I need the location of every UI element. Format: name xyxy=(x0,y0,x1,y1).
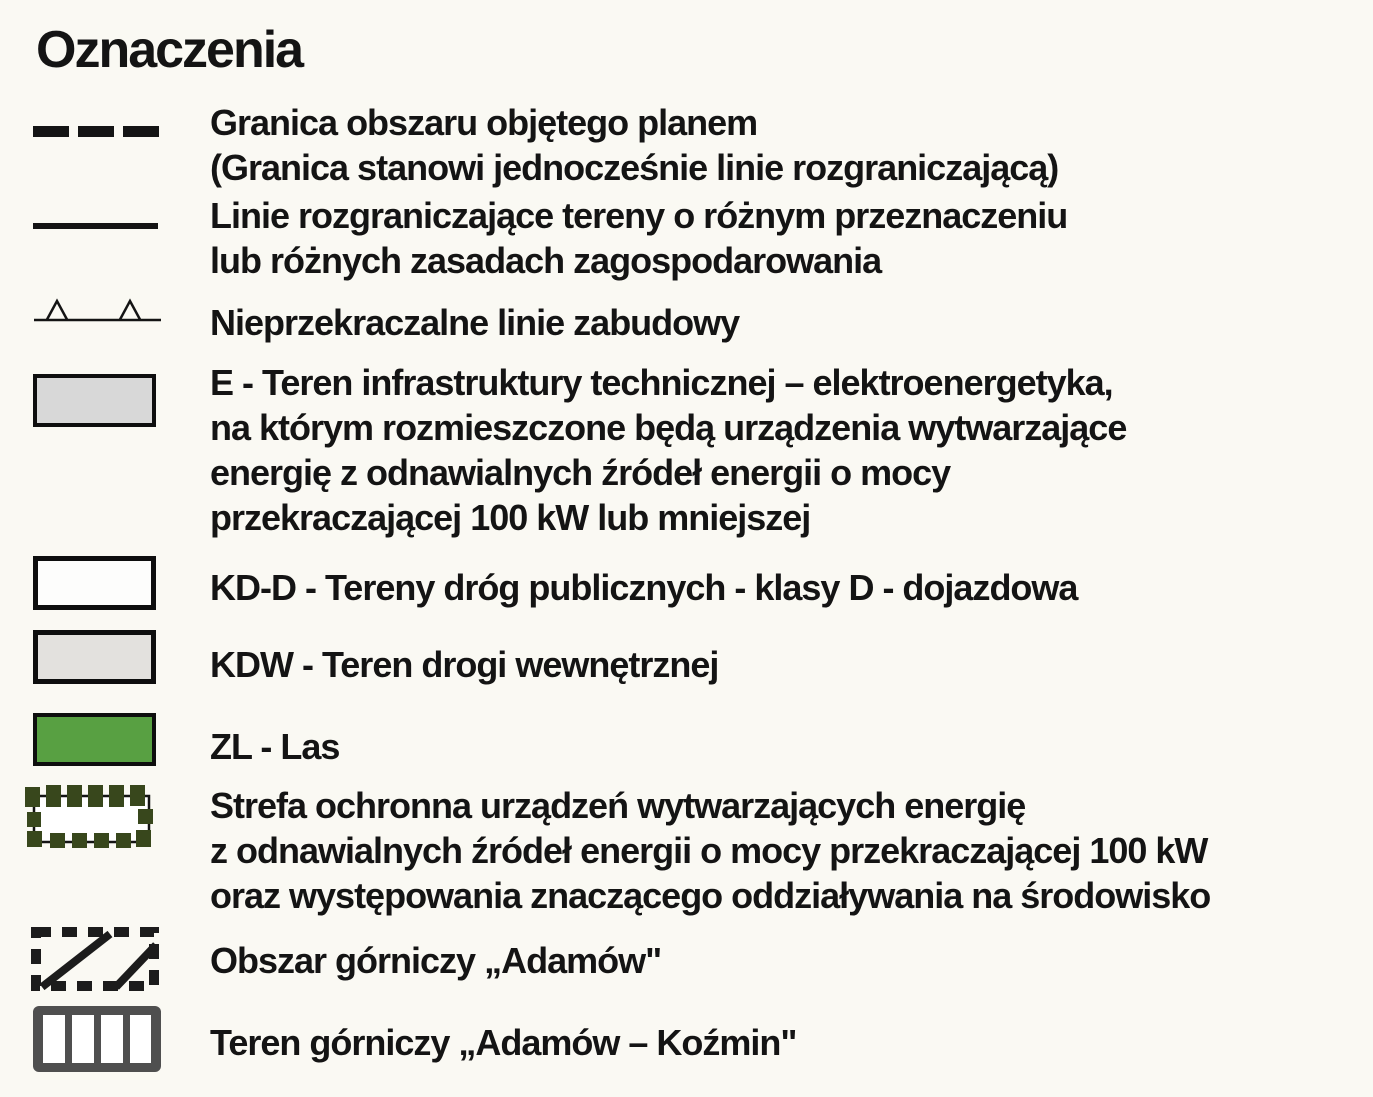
legend-item-strefa-ochronna xyxy=(0,783,1373,918)
legend-label-line: oraz występowania znaczącego oddziaływania na środowisko xyxy=(210,875,1211,916)
legend-item-linie-rozgraniczajace xyxy=(0,193,1373,283)
mining-area-icon xyxy=(29,924,161,994)
legend-item-teren-e xyxy=(0,360,1373,540)
legend-item-zl xyxy=(0,724,1373,769)
legend-label-line: (Granica stanowi jednocześnie linie rozgraniczającą) xyxy=(210,147,1059,188)
legend-label-line: Obszar górniczy „Adamów" xyxy=(210,940,662,981)
legend-label-line: Granica obszaru objętego planem xyxy=(210,102,758,143)
setback-line-symbol xyxy=(33,294,163,329)
solid-boundary-line-symbol xyxy=(33,223,158,229)
protection-zone-symbol xyxy=(25,785,160,858)
legend-item-granica-planu xyxy=(0,100,1373,190)
e-area-swatch xyxy=(33,374,156,427)
mining-terrain-icon xyxy=(33,1006,161,1072)
legend-label-line: Teren górniczy „Adamów – Koźmin" xyxy=(210,1022,797,1063)
zl-area-swatch xyxy=(33,713,156,766)
legend-label-line: Strefa ochronna urządzeń wytwarzających energię xyxy=(210,785,1026,826)
legend-item-kdw xyxy=(0,642,1373,687)
legend-label-line: E - Teren infrastruktury technicznej – elektroenergetyka, xyxy=(210,362,1113,403)
legend-label-line: KDW - Teren drogi wewnętrznej xyxy=(210,644,719,685)
legend-item-teren-gorniczy xyxy=(0,1020,1373,1065)
legend-label-line: na którym rozmieszczone będą urządzenia wytwarzające xyxy=(210,407,1127,448)
legend-label-line: energię z odnawialnych źródeł energii o mocy xyxy=(210,452,951,493)
kdw-area-swatch xyxy=(33,630,156,684)
legend-item-obszar-gorniczy xyxy=(0,938,1373,983)
legend-label-line: Nieprzekraczalne linie zabudowy xyxy=(210,302,740,343)
legend-label-line: z odnawialnych źródeł energii o mocy przekraczającej 100 kW xyxy=(210,830,1208,871)
setback-line-icon xyxy=(33,294,163,324)
legend-label-line: ZL - Las xyxy=(210,726,340,767)
legend-label-line: przekraczającej 100 kW lub mniejszej xyxy=(210,497,811,538)
legend-label-line: lub różnych zasadach zagospodarowania xyxy=(210,240,882,281)
legend-label-line: Linie rozgraniczające tereny o różnym przeznaczeniu xyxy=(210,195,1068,236)
protection-zone-icon xyxy=(25,785,160,853)
kdd-area-swatch xyxy=(33,556,156,610)
mining-terrain-symbol xyxy=(33,1006,161,1077)
legend-item-linie-zabudowy xyxy=(0,300,1373,345)
dashed-boundary-line-symbol xyxy=(33,126,159,137)
legend-item-kdd xyxy=(0,565,1373,610)
page-title: Oznaczenia xyxy=(36,21,303,79)
mining-area-symbol xyxy=(29,924,161,999)
legend-label-line: KD-D - Tereny dróg publicznych - klasy D - dojazdowa xyxy=(210,567,1078,608)
